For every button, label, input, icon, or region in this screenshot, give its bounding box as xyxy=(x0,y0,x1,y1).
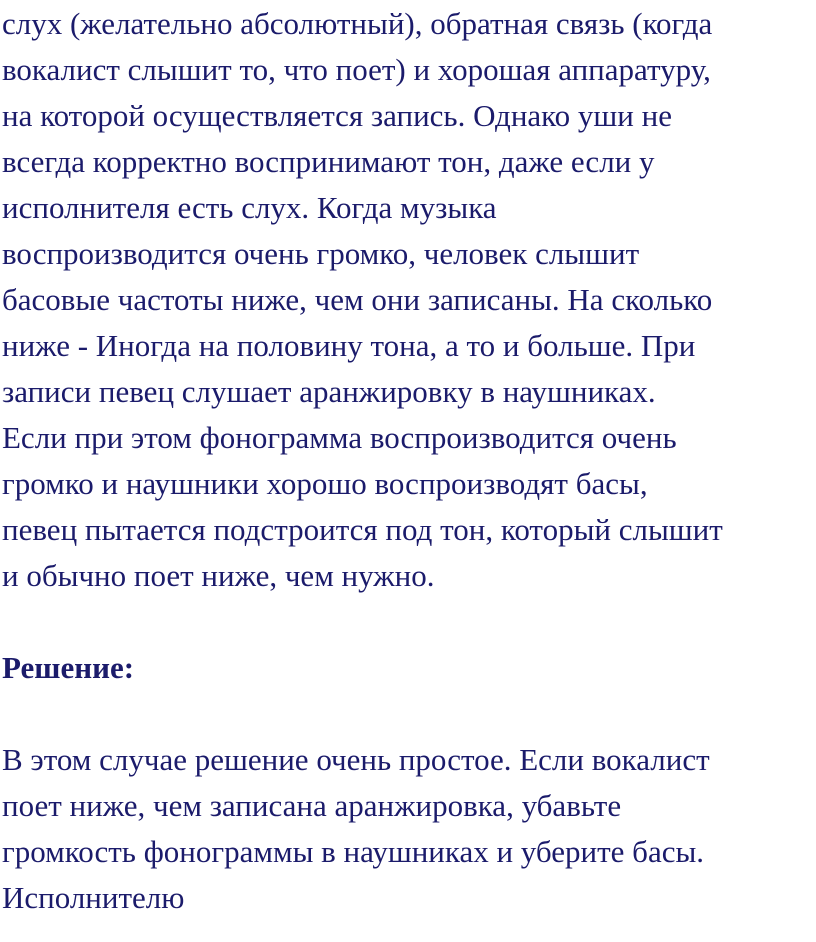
text-line: и обычно поет ниже, чем нужно. xyxy=(2,558,435,593)
text-line: на которой осуществляется запись. Однако уши не xyxy=(2,98,672,133)
text-line: записи певец слушает аранжировку в наушниках. xyxy=(2,374,656,409)
text-line: басовые частоты ниже, чем они записаны. На сколько xyxy=(2,282,713,317)
text-line: вокалист слышит то, что поет) и хорошая аппаратуру, xyxy=(2,52,711,87)
text-line: громкость фонограммы в наушниках и уберите басы. xyxy=(2,834,705,869)
text-line: В этом случае решение очень простое. Если вокалист xyxy=(2,742,710,777)
section-heading: Решение: xyxy=(2,650,135,685)
text-line: Исполнителю xyxy=(2,880,185,915)
text-line: исполнителя есть слух. Когда музыка xyxy=(2,190,497,225)
text-line: ниже - Иногда на половину тона, а то и больше. При xyxy=(2,328,696,363)
text-line: певец пытается подстроится под тон, который слышит xyxy=(2,512,723,547)
text-line: Если при этом фонограмма воспроизводится очень xyxy=(2,420,677,455)
text-line: слух (желательно абсолютный), обратная связь (когда xyxy=(2,6,713,41)
text-line: воспроизводится очень громко, человек слышит xyxy=(2,236,640,271)
text-line: громко и наушники хорошо воспроизводят басы, xyxy=(2,466,648,501)
text-line: поет ниже, чем записана аранжировка, убавьте xyxy=(2,788,622,823)
text-line: всегда корректно воспринимают тон, даже если у xyxy=(2,144,655,179)
